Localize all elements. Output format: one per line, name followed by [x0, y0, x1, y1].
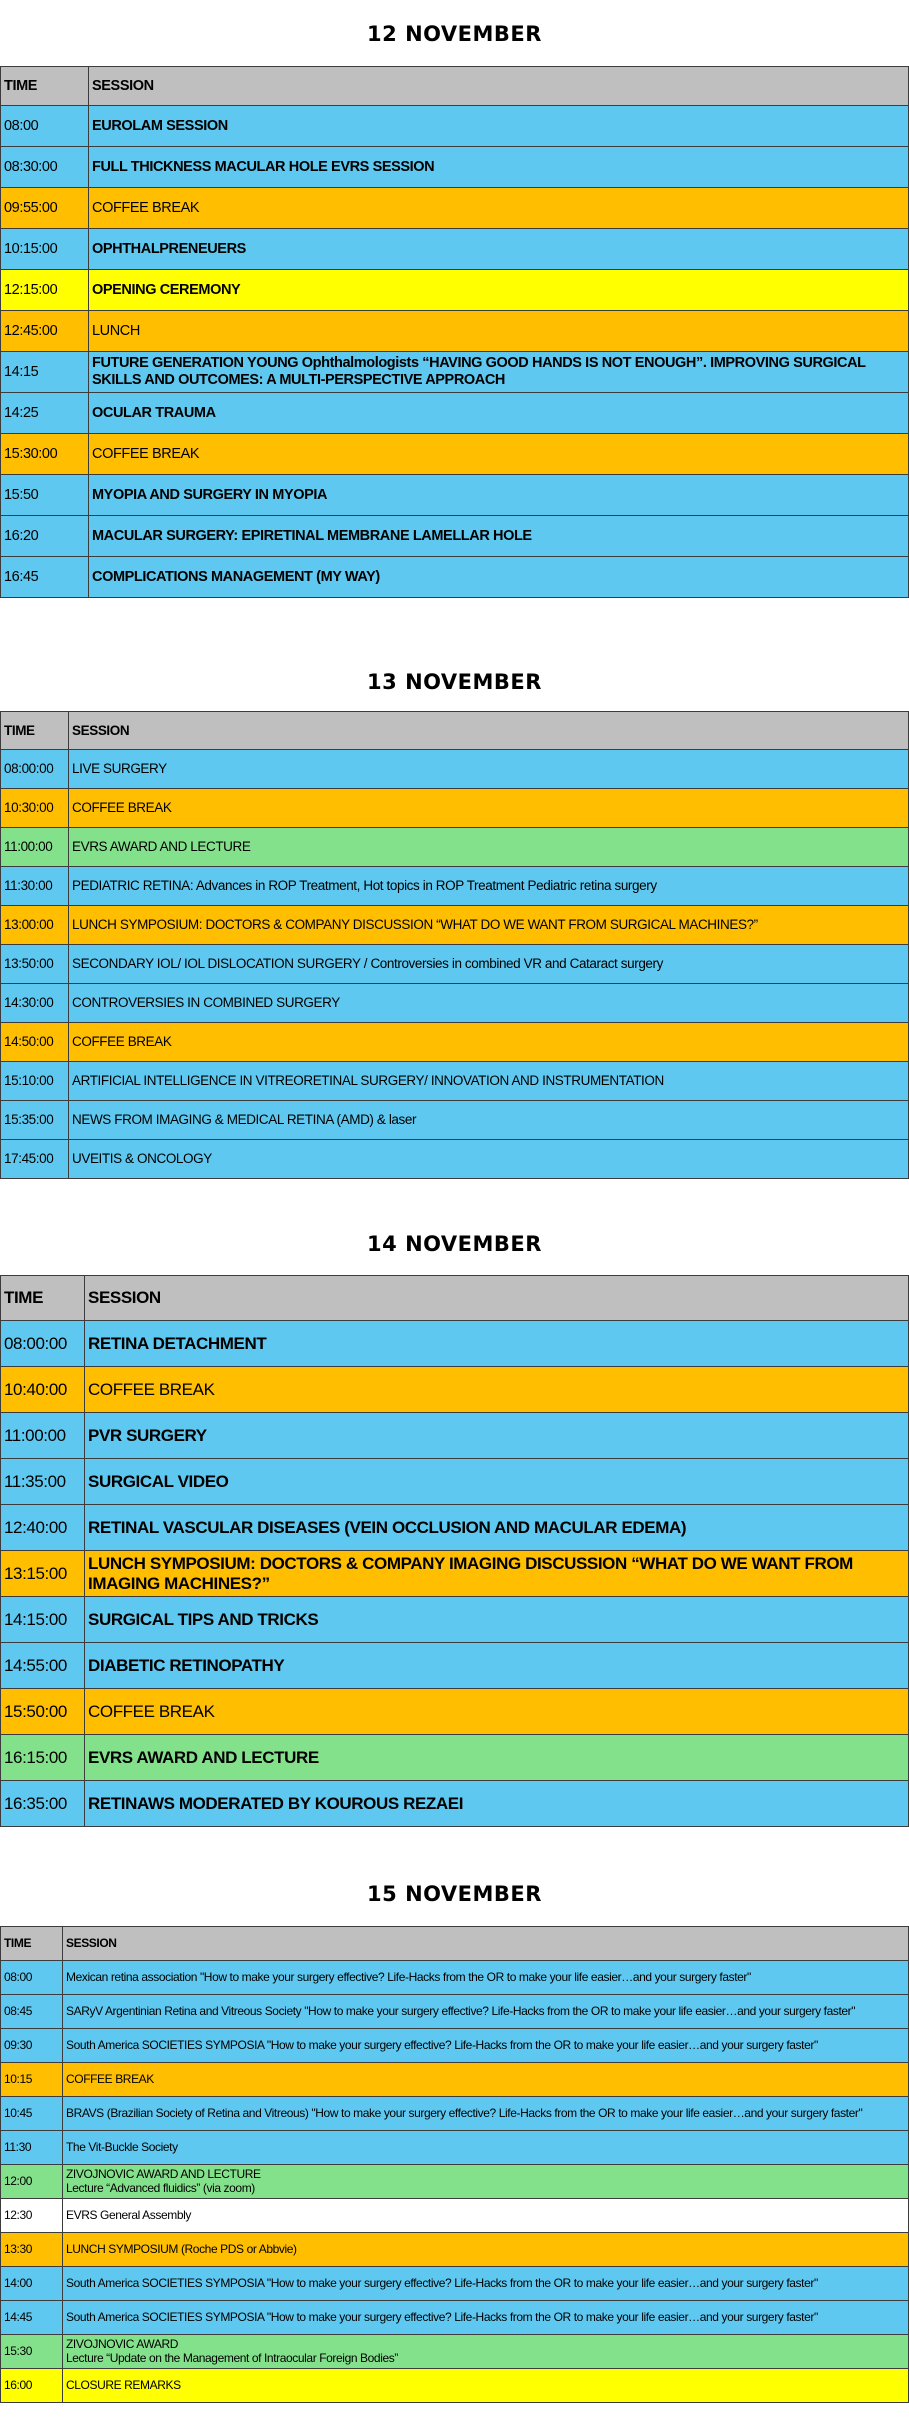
- table-row: [1, 2301, 909, 2335]
- session-cell: [63, 2335, 909, 2369]
- session-title: ZIVOJNOVIC AWARD AND LECTURE: [66, 2166, 261, 2181]
- session-cell: [69, 828, 909, 867]
- table-row: [1, 2131, 909, 2165]
- session-cell: [89, 352, 909, 393]
- time-cell: 15:30: [1, 2335, 63, 2369]
- session-cell: [85, 1781, 909, 1827]
- day-title: 13 NOVEMBER: [367, 670, 542, 694]
- session-title: ARTIFICIAL INTELLIGENCE IN VITREORETINAL SURGERY/ INNOVATION AND INSTRUMENTATION: [72, 1073, 664, 1089]
- table-header-row: [1, 1927, 909, 1961]
- time-cell: 12:15:00: [1, 270, 89, 311]
- table-row: [1, 2233, 909, 2267]
- time-cell: 15:50:00: [1, 1689, 85, 1735]
- session-title: RETINAL VASCULAR DISEASES (VEIN OCCLUSION AND MACULAR EDEMA): [88, 1517, 687, 1537]
- time-cell: 08:45: [1, 1995, 63, 2029]
- table-row: [1, 1643, 909, 1689]
- time-cell: 08:00:00: [1, 750, 69, 789]
- session-cell: [69, 945, 909, 984]
- session-cell: [63, 2165, 909, 2199]
- time-cell: 15:50: [1, 475, 89, 516]
- session-cell: [89, 229, 909, 270]
- table-row: [1, 2063, 909, 2097]
- session-cell: [63, 2233, 909, 2267]
- table-row: [1, 1062, 909, 1101]
- time-cell: 14:15:00: [1, 1597, 85, 1643]
- session-title: South America SOCIETIES SYMPOSIA "How to make your surgery effective? Life-Hacks from the OR to make your life easier…and your surgery faster": [66, 2275, 818, 2290]
- session-title: COFFEE BREAK: [72, 1034, 172, 1050]
- table-row: [1, 1459, 909, 1505]
- table-row: [1, 270, 909, 311]
- table-row: [1, 984, 909, 1023]
- table-row: [1, 1781, 909, 1827]
- time-cell: 16:20: [1, 516, 89, 557]
- session-cell: [63, 2369, 909, 2403]
- session-title: COFFEE BREAK: [72, 800, 172, 816]
- session-cell: [69, 1062, 909, 1101]
- time-cell: 16:45: [1, 557, 89, 598]
- session-title: OPENING CEREMONY: [92, 281, 241, 298]
- table-row: [1, 188, 909, 229]
- table-row: [1, 434, 909, 475]
- time-column-header: TIME: [1, 712, 69, 750]
- session-title: EVRS AWARD AND LECTURE: [88, 1747, 319, 1767]
- table-row: [1, 1413, 909, 1459]
- session-title: MACULAR SURGERY: EPIRETINAL MEMBRANE LAMELLAR HOLE: [92, 527, 532, 544]
- time-cell: 14:50:00: [1, 1023, 69, 1062]
- time-cell: 08:30:00: [1, 147, 89, 188]
- session-cell: [85, 1597, 909, 1643]
- session-cell: [85, 1551, 909, 1597]
- session-title: DIABETIC RETINOPATHY: [88, 1655, 285, 1675]
- session-cell: [89, 188, 909, 229]
- table-row: [1, 1321, 909, 1367]
- table-row: [1, 352, 909, 393]
- time-cell: 13:00:00: [1, 906, 69, 945]
- session-title: EUROLAM SESSION: [92, 117, 228, 134]
- session-cell: [63, 2301, 909, 2335]
- session-cell: [63, 2267, 909, 2301]
- time-cell: 12:30: [1, 2199, 63, 2233]
- time-cell: 10:40:00: [1, 1367, 85, 1413]
- table-row: [1, 2165, 909, 2199]
- session-title: LUNCH SYMPOSIUM: DOCTORS & COMPANY IMAGING DISCUSSION “WHAT DO WE WANT FROM IMAGING MACHINES?”: [88, 1553, 853, 1593]
- session-title: CLOSURE REMARKS: [66, 2377, 181, 2392]
- session-cell: [63, 2063, 909, 2097]
- session-cell: [69, 1140, 909, 1179]
- time-cell: 13:50:00: [1, 945, 69, 984]
- time-cell: 11:00:00: [1, 828, 69, 867]
- table-row: [1, 1551, 909, 1597]
- session-cell: [69, 789, 909, 828]
- table-row: [1, 1140, 909, 1179]
- time-cell: 14:25: [1, 393, 89, 434]
- session-title: LUNCH SYMPOSIUM: DOCTORS & COMPANY DISCUSSION “WHAT DO WE WANT FROM SURGICAL MACHINES?”: [72, 917, 758, 933]
- time-cell: 10:15: [1, 2063, 63, 2097]
- schedule-table: [0, 711, 909, 1179]
- table-row: [1, 1961, 909, 1995]
- time-cell: 14:55:00: [1, 1643, 85, 1689]
- time-cell: 13:30: [1, 2233, 63, 2267]
- session-title: The Vit-Buckle Society: [66, 2139, 178, 2154]
- session-title: SECONDARY IOL/ IOL DISLOCATION SURGERY / Controversies in combined VR and Cataract surgery: [72, 956, 663, 972]
- session-title: OPHTHALPRENEUERS: [92, 240, 246, 257]
- table-row: [1, 867, 909, 906]
- time-cell: 17:45:00: [1, 1140, 69, 1179]
- table-row: [1, 1689, 909, 1735]
- day-title: 12 NOVEMBER: [367, 22, 542, 46]
- time-cell: 15:35:00: [1, 1101, 69, 1140]
- session-title: FUTURE GENERATION YOUNG Ophthalmologists “HAVING GOOD HANDS IS NOT ENOUGH”. IMPROVING SURGICAL SKILLS AND OUTCOMES: A MULTI-PERSPECTIVE APPROACH: [92, 355, 866, 388]
- session-cell: [85, 1367, 909, 1413]
- table-row: [1, 106, 909, 147]
- session-title: PVR SURGERY: [88, 1425, 207, 1445]
- session-cell: [69, 867, 909, 906]
- table-header-row: [1, 1276, 909, 1321]
- table-row: [1, 2267, 909, 2301]
- table-row: [1, 311, 909, 352]
- session-cell: [85, 1459, 909, 1505]
- session-cell: [85, 1321, 909, 1367]
- session-title: FULL THICKNESS MACULAR HOLE EVRS SESSION: [92, 158, 435, 175]
- day-title: 14 NOVEMBER: [367, 1232, 542, 1256]
- time-column-header: TIME: [1, 1927, 63, 1961]
- session-cell: [63, 2199, 909, 2233]
- table-row: [1, 147, 909, 188]
- session-title: ZIVOJNOVIC AWARD: [66, 2336, 179, 2351]
- table-row: [1, 1101, 909, 1140]
- session-cell: [89, 270, 909, 311]
- session-title: COFFEE BREAK: [66, 2071, 154, 2086]
- day-title: 15 NOVEMBER: [367, 1882, 542, 1906]
- session-subtitle: Lecture “Update on the Management of Intraocular Foreign Bodies”: [66, 2350, 398, 2365]
- session-column-header: SESSION: [85, 1276, 909, 1321]
- session-title: NEWS FROM IMAGING & MEDICAL RETINA (AMD) & laser: [72, 1112, 417, 1128]
- time-cell: 09:30: [1, 2029, 63, 2063]
- table-row: [1, 945, 909, 984]
- time-cell: 08:00: [1, 1961, 63, 1995]
- time-cell: 10:30:00: [1, 789, 69, 828]
- session-title: OCULAR TRAUMA: [92, 404, 216, 421]
- session-title: PEDIATRIC RETINA: Advances in ROP Treatment, Hot topics in ROP Treatment Pediatric retina surgery: [72, 878, 657, 894]
- table-row: [1, 475, 909, 516]
- time-cell: 14:30:00: [1, 984, 69, 1023]
- schedule-table: [0, 1275, 909, 1827]
- session-cell: [89, 147, 909, 188]
- session-cell: [69, 1023, 909, 1062]
- table-row: [1, 229, 909, 270]
- session-title: RETINA DETACHMENT: [88, 1333, 267, 1353]
- session-cell: [89, 311, 909, 352]
- table-row: [1, 828, 909, 867]
- time-cell: 16:00: [1, 2369, 63, 2403]
- time-cell: 10:45: [1, 2097, 63, 2131]
- table-header-row: [1, 67, 909, 106]
- session-cell: [89, 106, 909, 147]
- table-row: [1, 1995, 909, 2029]
- session-cell: [69, 984, 909, 1023]
- session-title: EVRS AWARD AND LECTURE: [72, 839, 251, 855]
- table-row: [1, 1505, 909, 1551]
- time-cell: 10:15:00: [1, 229, 89, 270]
- session-title: COFFEE BREAK: [92, 199, 200, 216]
- session-cell: [63, 2097, 909, 2131]
- session-title: UVEITIS & ONCOLOGY: [72, 1151, 212, 1167]
- session-title: SARyV Argentinian Retina and Vitreous Society "How to make your surgery effective? Life-Hacks from the OR to make your life easier…and your surgery faster": [66, 2003, 856, 2018]
- session-title: LIVE SURGERY: [72, 761, 167, 777]
- time-cell: 14:15: [1, 352, 89, 393]
- table-row: [1, 2369, 909, 2403]
- table-row: [1, 906, 909, 945]
- session-title: BRAVS (Brazilian Society of Retina and Vitreous) "How to make your surgery effective? Life-Hacks from the OR to make your life easier…and your surgery faster": [66, 2105, 863, 2120]
- time-column-header: TIME: [1, 1276, 85, 1321]
- session-title: COMPLICATIONS MANAGEMENT (MY WAY): [92, 568, 380, 585]
- time-cell: 12:40:00: [1, 1505, 85, 1551]
- schedule-table: [0, 66, 909, 598]
- time-cell: 16:35:00: [1, 1781, 85, 1827]
- session-cell: [85, 1505, 909, 1551]
- session-title: RETINAWS MODERATED BY KOUROUS REZAEI: [88, 1793, 464, 1813]
- session-cell: [89, 475, 909, 516]
- time-cell: 15:10:00: [1, 1062, 69, 1101]
- session-title: South America SOCIETIES SYMPOSIA "How to make your surgery effective? Life-Hacks from the OR to make your life easier…and your surgery faster": [66, 2309, 818, 2324]
- table-row: [1, 789, 909, 828]
- session-cell: [89, 557, 909, 598]
- table-row: [1, 516, 909, 557]
- session-cell: [89, 434, 909, 475]
- session-title: SURGICAL VIDEO: [88, 1471, 229, 1491]
- session-title: MYOPIA AND SURGERY IN MYOPIA: [92, 486, 328, 503]
- session-cell: [63, 2029, 909, 2063]
- time-cell: 08:00:00: [1, 1321, 85, 1367]
- time-cell: 15:30:00: [1, 434, 89, 475]
- session-column-header: SESSION: [63, 1927, 909, 1961]
- session-cell: [85, 1413, 909, 1459]
- table-row: [1, 1023, 909, 1062]
- session-title: South America SOCIETIES SYMPOSIA "How to make your surgery effective? Life-Hacks from the OR to make your life easier…and your surgery faster": [66, 2037, 818, 2052]
- session-cell: [63, 1961, 909, 1995]
- session-title: SURGICAL TIPS AND TRICKS: [88, 1609, 319, 1629]
- session-title: COFFEE BREAK: [92, 445, 200, 462]
- table-row: [1, 1735, 909, 1781]
- session-title: Mexican retina association "How to make your surgery effective? Life-Hacks from the OR to make your life easier…and your surgery faster": [66, 1969, 751, 1984]
- table-row: [1, 557, 909, 598]
- table-row: [1, 2029, 909, 2063]
- time-cell: 12:00: [1, 2165, 63, 2199]
- session-title: LUNCH SYMPOSIUM (Roche PDS or Abbvie): [66, 2241, 297, 2256]
- session-cell: [89, 516, 909, 557]
- session-cell: [69, 750, 909, 789]
- table-row: [1, 2335, 909, 2369]
- session-cell: [63, 1995, 909, 2029]
- session-subtitle: Lecture “Advanced fluidics” (via zoom): [66, 2180, 255, 2195]
- session-title: EVRS General Assembly: [66, 2207, 191, 2222]
- session-title: COFFEE BREAK: [88, 1379, 215, 1399]
- time-cell: 13:15:00: [1, 1551, 85, 1597]
- session-title: COFFEE BREAK: [88, 1701, 215, 1721]
- table-row: [1, 2199, 909, 2233]
- time-cell: 11:00:00: [1, 1413, 85, 1459]
- table-row: [1, 393, 909, 434]
- time-cell: 14:45: [1, 2301, 63, 2335]
- session-cell: [63, 2131, 909, 2165]
- schedule-table: [0, 1926, 909, 2403]
- table-row: [1, 1597, 909, 1643]
- time-cell: 11:30: [1, 2131, 63, 2165]
- session-cell: [85, 1689, 909, 1735]
- session-cell: [85, 1735, 909, 1781]
- time-cell: 14:00: [1, 2267, 63, 2301]
- session-cell: [85, 1643, 909, 1689]
- time-cell: 11:35:00: [1, 1459, 85, 1505]
- time-cell: 08:00: [1, 106, 89, 147]
- table-row: [1, 2097, 909, 2131]
- time-cell: 16:15:00: [1, 1735, 85, 1781]
- session-cell: [89, 393, 909, 434]
- session-title: LUNCH: [92, 322, 140, 339]
- time-cell: 11:30:00: [1, 867, 69, 906]
- table-row: [1, 750, 909, 789]
- time-column-header: TIME: [1, 67, 89, 106]
- table-row: [1, 1367, 909, 1413]
- time-cell: 09:55:00: [1, 188, 89, 229]
- time-cell: 12:45:00: [1, 311, 89, 352]
- session-cell: [69, 906, 909, 945]
- session-cell: [69, 1101, 909, 1140]
- session-column-header: SESSION: [89, 67, 909, 106]
- session-column-header: SESSION: [69, 712, 909, 750]
- session-title: CONTROVERSIES IN COMBINED SURGERY: [72, 995, 340, 1011]
- table-header-row: [1, 712, 909, 750]
